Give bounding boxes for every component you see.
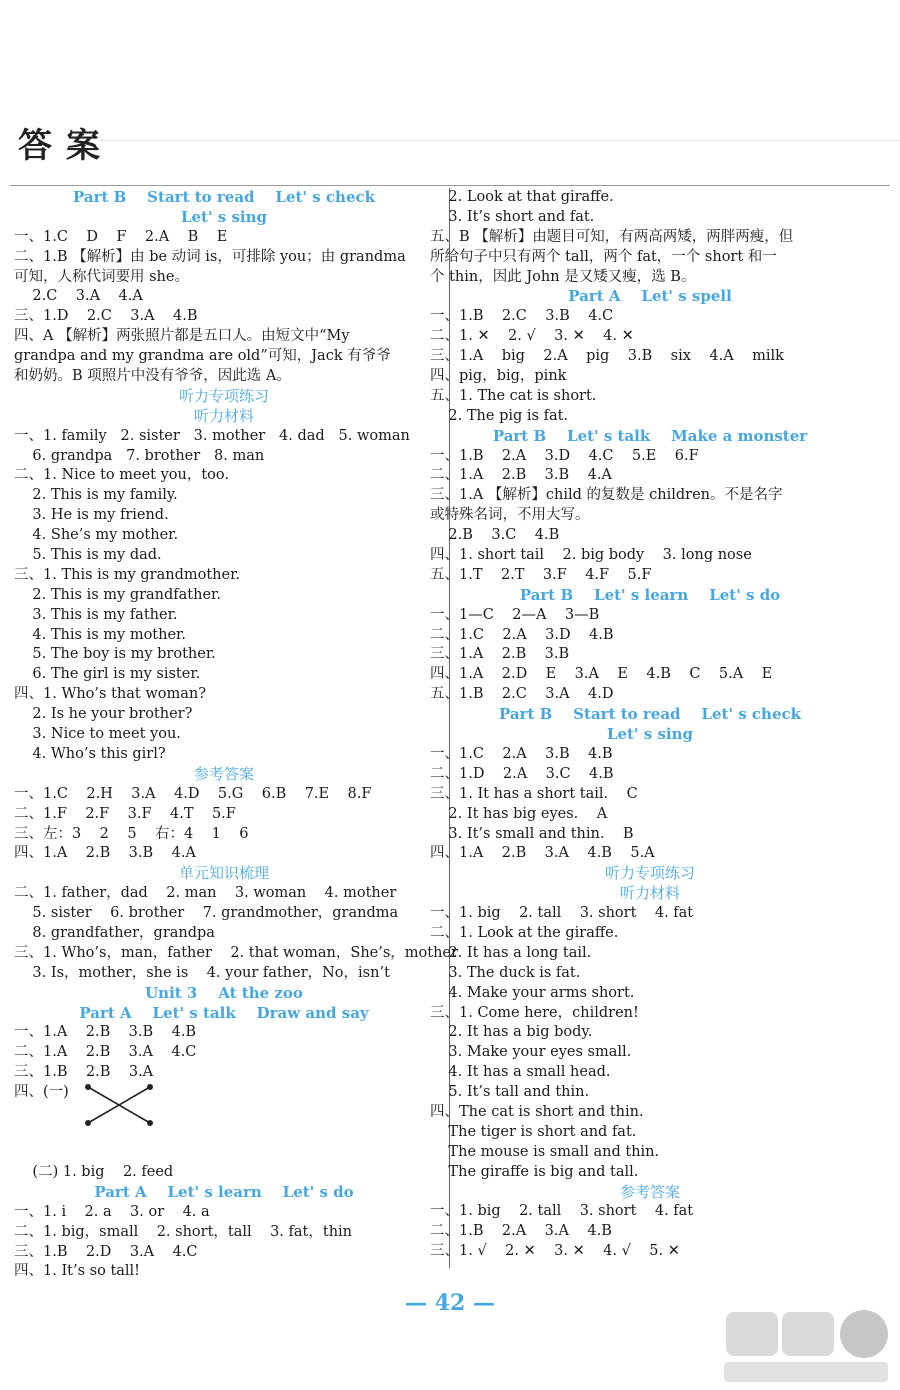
answer-line: 3. This is my father. (14, 606, 178, 623)
answer-line: 5. sister 6. brother 7. grandmother，grandma (14, 905, 399, 922)
answer-line: The tiger is short and fat. (430, 1123, 637, 1140)
answer-line: 4. It has a small head. (430, 1064, 611, 1081)
answer-line: grandpa and my grandma are old”可知，Jack 有爷爷 (14, 348, 391, 365)
left-column (14, 188, 458, 1282)
right-column (430, 188, 870, 1262)
answer-line: 四、pig，big，pink (430, 368, 567, 385)
section-heading: Part B Let' s talk Make a monster (492, 426, 808, 445)
answer-line: 三、1. This is my grandmother. (14, 566, 241, 583)
answer-line: 五、B 【解析】由题目可知，有两高两矮，两胖两瘦，但 (430, 228, 794, 245)
answer-line: 一、1.C 2.A 3.B 4.B (430, 745, 613, 762)
answer-line: 一、1.C 2.H 3.A 4.D 5.G 6.B 7.E 8.F (14, 785, 372, 802)
section-heading: Part A Let' s learn Let' s do (94, 1182, 354, 1201)
answer-line: 6. grandpa 7. brother 8. man (14, 447, 265, 464)
answer-line: 四、A 【解析】两张照片都是五口人。由短文中“My (14, 328, 350, 345)
answer-line: 或特殊名词，不用大写。 (430, 507, 590, 524)
answer-line: 五、1.T 2.T 3.F 4.F 5.F (430, 566, 652, 583)
answer-line: 三、1.A 2.B 3.B (430, 646, 570, 663)
answer-line: 2.C 3.A 4.A (14, 288, 143, 305)
answer-line: 2. This is my family. (14, 487, 178, 504)
answer-line: 3. It’s small and thin. B (430, 825, 634, 842)
section-heading: Part B Start to read Let' s check (72, 188, 376, 206)
answer-line: 2. Look at that giraffe. (430, 189, 614, 205)
answer-line: 一、1. family 2. sister 3. mother 4. dad 5. woman (14, 427, 410, 444)
answer-line: 3. Is，mother，she is 4. your father，No，isn’t (14, 964, 390, 981)
answer-line: 三、1.D 2.C 3.A 4.B (14, 308, 198, 325)
answer-line: 三、1.B 2.D 3.A 4.C (14, 1243, 198, 1260)
answer-line: 三、1. Come here，children! (430, 1004, 639, 1021)
answer-line: 一、1—C 2—A 3—B (430, 606, 600, 623)
answer-line: 二、1.B 【解析】由 be 动词 is，可排除 you；由 grandma (14, 248, 406, 265)
page-number: — 42 — (405, 1290, 495, 1316)
answer-line: 二、1. Look at the giraffe. (430, 924, 619, 941)
answer-line: 4. She’s my mother. (14, 527, 179, 544)
answer-line: 2. Is he your brother? (14, 706, 193, 723)
answer-line: 二、1.F 2.F 3.F 4.T 5.F (14, 805, 236, 822)
section-heading: Part A Let' s talk Draw and say (79, 1003, 369, 1022)
answer-line: 一、1. big 2. tall 3. short 4. fat (430, 1203, 694, 1220)
answer-line: 二、1. big，small 2. short，tall 3. fat，thin (14, 1223, 353, 1240)
answer-line: 一、1. big 2. tall 3. short 4. fat (430, 905, 694, 922)
answer-line: 所给句子中只有两个 tall，两个 fat，一个 short 和一 (430, 248, 777, 265)
answer-line: 8. grandfather，grandpa (14, 924, 215, 941)
answer-line: 2. It has a long tail. (430, 944, 592, 961)
answer-line: 2. The pig is fat. (430, 407, 569, 424)
answer-line: 三、1. √ 2. ✕ 3. ✕ 4. √ 5. ✕ (430, 1243, 680, 1260)
answer-line: 2. It has a big body. (430, 1024, 593, 1041)
section-heading: Let' s sing (180, 207, 268, 226)
page-title: 答案 (18, 126, 114, 166)
answer-line: 四、1.A 2.D E 3.A E 4.B C 5.A E (430, 666, 773, 683)
answer-line: 三、左：3 2 5 右：4 1 6 (14, 825, 249, 842)
answer-line: 一、1.C D F 2.A B E (14, 228, 228, 245)
answer-line: 四、1.A 2.B 3.B 4.A (14, 845, 196, 862)
section-heading: 参考答案 (193, 764, 254, 783)
answer-line: 二、1.D 2.A 3.C 4.B (430, 765, 614, 782)
answer-line: 三、1.B 2.B 3.A (14, 1064, 154, 1081)
answer-line: 三、1. Who’s，man，father 2. that woman，She’s，mother (14, 944, 458, 961)
answer-line: 2.B 3.C 4.B (430, 527, 560, 544)
answer-line: 三、1. It has a short tail. C (430, 785, 638, 802)
answer-line: 3. It’s short and fat. (430, 208, 595, 225)
answer-line: 和奶奶。B 项照片中没有爷爷，因此选 A。 (14, 368, 291, 385)
section-heading: 听力专项练习 (178, 386, 269, 405)
answer-line: 3. Nice to meet you. (14, 726, 181, 743)
answer-line: 2. This is my grandfather. (14, 586, 222, 603)
answer-line: 3. The duck is fat. (430, 964, 581, 981)
title-rule (100, 140, 900, 141)
answer-line: The mouse is small and thin. (430, 1143, 660, 1160)
section-heading: Let' s sing (606, 725, 694, 744)
top-rule (10, 185, 890, 186)
answer-line: 5. The boy is my brother. (14, 646, 216, 663)
answer-line: 个 thin，因此 John 是又矮又瘦，选 B。 (430, 268, 696, 285)
answer-line: 一、1. i 2. a 3. or 4. a (14, 1203, 210, 1220)
answer-line: 一、1.B 2.A 3.D 4.C 5.E 6.F (430, 447, 699, 464)
section-heading: Unit 3 At the zoo (145, 983, 303, 1002)
section-heading: Part B Start to read Let' s check (498, 705, 802, 724)
answer-line: 一、1.B 2.C 3.B 4.C (430, 308, 614, 325)
answer-line: The giraffe is big and tall. (430, 1163, 639, 1180)
answer-line: (二) 1. big 2. feed (14, 1163, 174, 1180)
answer-line: 二、1.C 2.A 3.D 4.B (430, 626, 614, 643)
answer-line: 4. Make your arms short. (430, 984, 635, 1001)
answer-line: 6. The girl is my sister. (14, 666, 201, 683)
answer-line: 二、1.A 2.B 3.A 4.C (14, 1044, 197, 1061)
answer-line: 四、The cat is short and thin. (430, 1103, 644, 1120)
answer-line: 2. It has big eyes. A (430, 805, 608, 822)
section-heading: 听力材料 (193, 406, 254, 425)
matching-lines (14, 1103, 434, 1163)
section-heading: 参考答案 (619, 1182, 680, 1201)
answer-line: 二、1. ✕ 2. √ 3. ✕ 4. ✕ (430, 328, 634, 345)
answer-line: 3. He is my friend. (14, 507, 169, 524)
answer-line: 二、1. Nice to meet you，too. (14, 467, 229, 484)
answer-line: 4. Who’s this girl? (14, 745, 166, 762)
answer-line: 3. Make your eyes small. (430, 1044, 632, 1061)
section-heading: 听力专项练习 (604, 864, 695, 883)
answer-line: 二、1.A 2.B 3.B 4.A (430, 467, 612, 484)
answer-line: 三、1.A big 2.A pig 3.B six 4.A milk (430, 348, 784, 365)
section-heading: Part A Let' s spell (568, 287, 732, 306)
section-heading: 听力材料 (619, 884, 680, 903)
answer-line: 5. This is my dad. (14, 547, 162, 564)
answer-line: 二、1. father，dad 2. man 3. woman 4. mother (14, 885, 397, 902)
answer-line: 五、1.B 2.C 3.A 4.D (430, 686, 614, 703)
answer-line: 四、1.A 2.B 3.A 4.B 5.A (430, 845, 655, 862)
answer-line: 三、1.A 【解析】child 的复数是 children。不是名字 (430, 487, 783, 504)
section-heading: Part B Let' s learn Let' s do (519, 585, 781, 604)
answer-line: 四、1. It’s so tall! (14, 1263, 141, 1280)
watermark-logo (718, 1306, 894, 1386)
matching-question: 四、(一) (14, 1084, 69, 1101)
answer-line: 五、1. The cat is short. (430, 387, 597, 404)
answer-line: 一、1.A 2.B 3.B 4.B (14, 1024, 197, 1041)
answer-line: 四、1. Who’s that woman? (14, 686, 206, 703)
answer-line: 四、1. short tail 2. big body 3. long nose (430, 547, 752, 564)
answer-line: 二、1.B 2.A 3.A 4.B (430, 1223, 612, 1240)
answer-line: 可知，人称代词要用 she。 (14, 268, 189, 285)
answer-line: 4. This is my mother. (14, 626, 186, 643)
answer-line: 5. It’s tall and thin. (430, 1084, 590, 1101)
section-heading: 单元知识梳理 (178, 864, 269, 883)
